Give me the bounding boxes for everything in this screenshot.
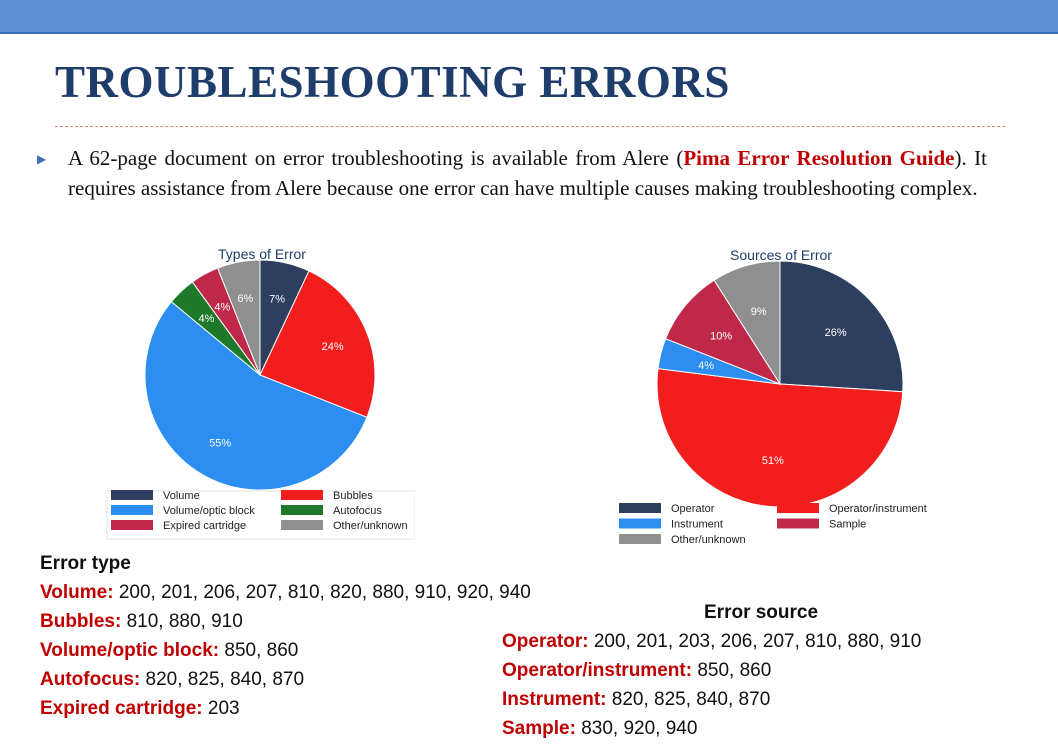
legend-label-other-unknown: Other/unknown <box>333 520 408 532</box>
legend-swatch-operator-instrument <box>777 503 819 513</box>
guide-name: Pima Error Resolution Guide <box>683 146 955 170</box>
slice-label-other-unknown: 9% <box>750 305 767 318</box>
slice-label-volume-optic-block: 55% <box>209 437 232 450</box>
sources-of-error-svg <box>605 242 945 558</box>
bullet-paragraph <box>68 143 987 203</box>
legend-swatch-sample <box>777 519 819 529</box>
bullet-text-post: ). It requires assistance from Alere because one error can have multiple causes making troubleshooting complex. <box>68 146 987 200</box>
error-source-list <box>502 598 921 743</box>
legend-label-operator-instrument: Operator/instrument <box>829 503 927 515</box>
legend-swatch-autofocus <box>281 505 323 515</box>
legend-label-expired-cartridge: Expired cartridge <box>163 520 247 532</box>
slice-label-expired-cartridge: 4% <box>214 301 231 314</box>
legend-swatch-other-unknown <box>281 520 323 530</box>
title-divider <box>55 126 1005 127</box>
slice-label-bubbles: 24% <box>321 341 344 354</box>
top-banner <box>0 0 1058 34</box>
legend-swatch-bubbles <box>281 490 323 500</box>
error-type-heading: Error type <box>40 553 131 574</box>
types-of-error-chart <box>97 241 415 541</box>
pie-slice-operator-instrument <box>657 369 903 507</box>
slice-label-instrument: 4% <box>698 360 715 372</box>
error-type-list <box>40 549 531 723</box>
list-item: Volume: 200, 201, 206, 207, 810, 820, 880, 910, 920, 940 <box>40 582 531 603</box>
list-item: Operator: 200, 201, 203, 206, 207, 810, 880, 910 <box>502 631 922 652</box>
list-item: Sample: 830, 920, 940 <box>502 718 698 739</box>
legend-label-volume-optic-block: Volume/optic block <box>163 505 255 517</box>
slice-label-volume: 7% <box>269 293 286 306</box>
slice-label-operator-instrument: 51% <box>761 454 784 467</box>
legend-label-volume: Volume <box>163 490 200 502</box>
slice-label-other-unknown: 6% <box>237 293 254 306</box>
list-item: Bubbles: 810, 880, 910 <box>40 611 243 632</box>
slice-label-sample: 10% <box>710 330 733 343</box>
bullet-arrow-icon: ▶ <box>37 152 47 166</box>
legend-label-instrument: Instrument <box>671 518 723 531</box>
legend-label-other-unknown: Other/unknown <box>671 534 746 546</box>
legend-label-operator: Operator <box>671 503 715 515</box>
error-source-heading: Error source <box>704 602 819 623</box>
list-item: Expired cartridge: 203 <box>40 698 240 719</box>
legend-label-bubbles: Bubbles <box>333 490 373 502</box>
sources-of-error-chart <box>605 242 945 558</box>
legend-label-sample: Sample <box>829 518 867 531</box>
chart-title: Sources of Error <box>730 247 832 263</box>
legend-swatch-operator <box>619 503 661 513</box>
legend-swatch-volume-optic-block <box>111 505 153 515</box>
chart-title: Types of Error <box>218 246 306 262</box>
slice-label-operator: 26% <box>824 326 847 339</box>
legend-swatch-volume <box>111 490 153 500</box>
slide-title: TROUBLESHOOTING ERRORS <box>55 57 730 107</box>
legend-swatch-instrument <box>619 519 661 529</box>
legend-swatch-other-unknown <box>619 534 661 544</box>
list-item: Autofocus: 820, 825, 840, 870 <box>40 669 305 690</box>
bullet-text-pre: A 62-page document on error troubleshooting is available from Alere ( <box>68 146 684 170</box>
list-item: Operator/instrument: 850, 860 <box>502 660 772 681</box>
types-of-error-svg <box>97 241 415 541</box>
slice-label-autofocus: 4% <box>198 313 215 325</box>
list-item: Volume/optic block: 850, 860 <box>40 640 299 661</box>
list-item: Instrument: 820, 825, 840, 870 <box>502 689 771 710</box>
legend-swatch-expired-cartridge <box>111 520 153 530</box>
legend-label-autofocus: Autofocus <box>333 505 382 517</box>
